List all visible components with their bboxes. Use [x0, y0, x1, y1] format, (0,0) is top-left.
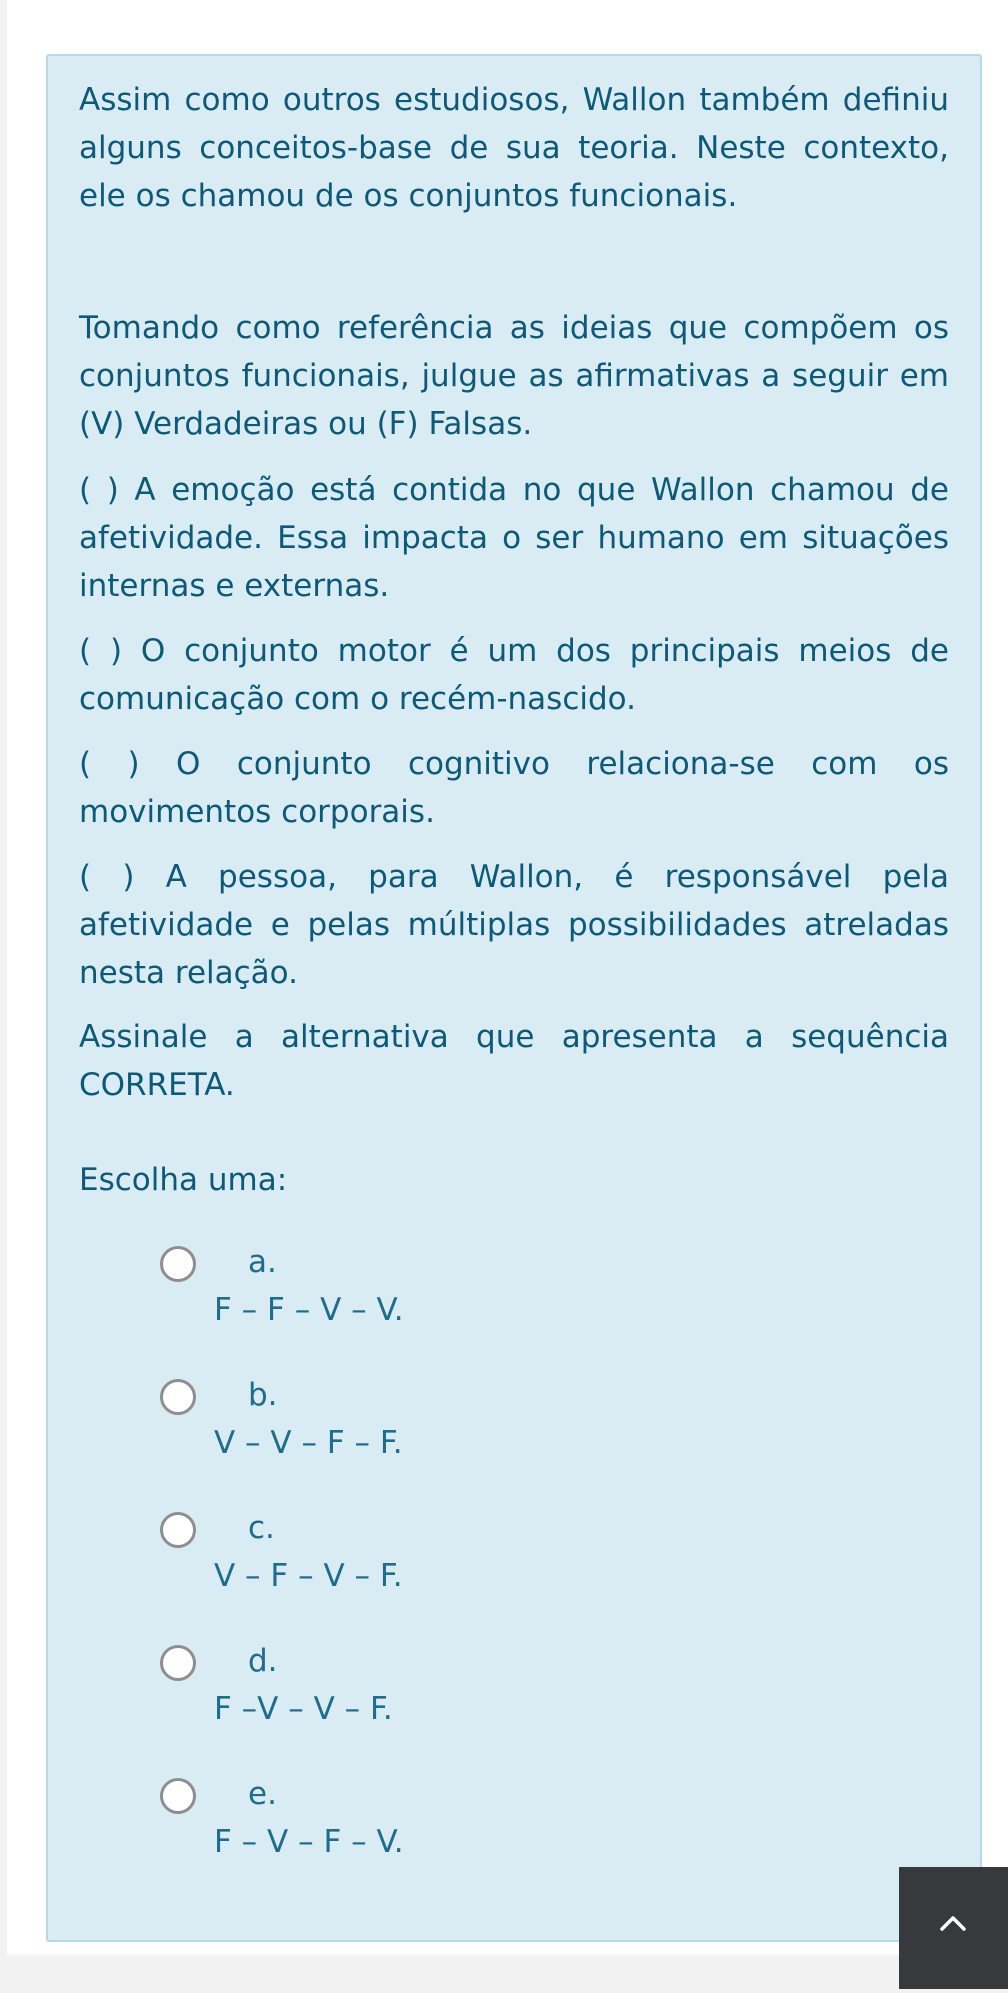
choose-label: Escolha uma: — [79, 1162, 288, 1198]
question-panel — [46, 54, 982, 1942]
statement-3: ( ) O conjunto cognitivo relaciona-se com os movimentos corporais. — [79, 746, 949, 830]
option-letter: a. — [248, 1244, 277, 1280]
option-letter: c. — [248, 1510, 275, 1546]
option-b[interactable] — [160, 1375, 660, 1485]
option-a[interactable] — [160, 1242, 660, 1352]
question-intro: Assim como outros estudiosos, Wallon também definiu alguns conceitos-base de sua teoria. Neste contexto, ele os chamou de os conjuntos funcionais. — [79, 82, 949, 214]
chevron-up-icon — [939, 1913, 967, 1933]
radio-unchecked-icon[interactable] — [160, 1379, 196, 1415]
option-letter: e. — [248, 1776, 277, 1812]
statement-2: ( ) O conjunto motor é um dos principais meios de comunicação com o recém-nascido. — [79, 633, 949, 717]
option-d[interactable] — [160, 1641, 660, 1751]
statement-1: ( ) A emoção está contida no que Wallon chamou de afetividade. Essa impacta o ser humano em situações internas e externas. — [79, 472, 949, 604]
option-letter: d. — [248, 1643, 278, 1679]
option-answer: F –V – V – F. — [214, 1691, 393, 1727]
statement-4: ( ) A pessoa, para Wallon, é responsável pela afetividade e pelas múltiplas possibilidades atreladas nesta relação. — [79, 859, 949, 991]
option-e[interactable] — [160, 1774, 660, 1884]
radio-unchecked-icon[interactable] — [160, 1246, 196, 1282]
option-letter: b. — [248, 1377, 278, 1413]
option-answer: V – F – V – F. — [214, 1558, 403, 1594]
question-prompt: Assinale a alternativa que apresenta a sequência CORRETA. — [79, 1019, 949, 1103]
option-answer: F – F – V – V. — [214, 1292, 404, 1328]
option-c[interactable] — [160, 1508, 660, 1618]
back-to-top-button[interactable] — [899, 1867, 1008, 1989]
radio-unchecked-icon[interactable] — [160, 1512, 196, 1548]
option-answer: F – V – F – V. — [214, 1824, 404, 1860]
radio-unchecked-icon[interactable] — [160, 1778, 196, 1814]
page-bottom-edge — [0, 1955, 1008, 1993]
page-left-edge — [0, 0, 7, 1993]
question-instruction: Tomando como referência as ideias que compõem os conjuntos funcionais, julgue as afirmativas a seguir em (V) Verdadeiras ou (F) Falsas. — [79, 310, 949, 442]
radio-unchecked-icon[interactable] — [160, 1645, 196, 1681]
option-answer: V – V – F – F. — [214, 1425, 403, 1461]
